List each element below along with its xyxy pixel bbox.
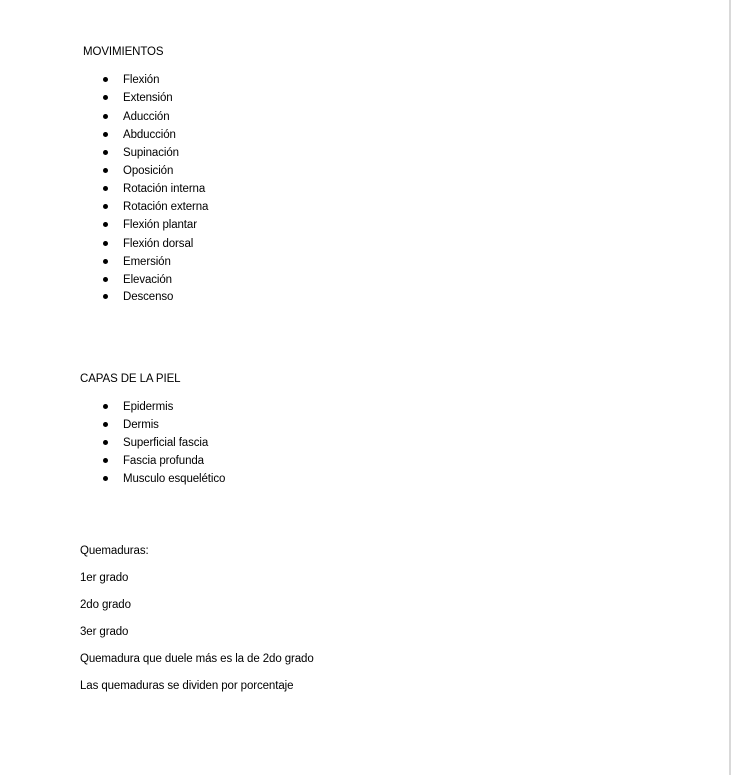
bullet-icon: [103, 114, 108, 119]
document-page: MOVIMIENTOS Flexión Extensión Aducción Abducción Supinación Oposición Rotación interna Rotación externa Flexión plantar Flexión dorsal Emersión Elevación Descenso CAPAS DE LA PIEL Epidermis Dermis Superficial fascia Fascia profunda Musculo esquelético Quemaduras: 1er grado 2do grado 3er grado Quemadura que duele más es la de 2do grado Las quemaduras se dividen por porcentaje: [0, 0, 731, 775]
bullet-icon: [103, 277, 108, 282]
paragraph: 1er grado: [80, 572, 129, 584]
heading-quemaduras: Quemaduras:: [80, 545, 149, 557]
bullet-icon: [103, 132, 108, 137]
bullet-icon: [103, 150, 108, 155]
paragraph: Quemadura que duele más es la de 2do grado: [80, 653, 314, 665]
paragraph: 3er grado: [80, 626, 129, 638]
bullet-icon: [103, 404, 108, 409]
bullet-icon: [103, 95, 108, 100]
bullet-icon: [103, 476, 108, 481]
paragraph: 2do grado: [80, 599, 131, 611]
bullet-icon: [103, 259, 108, 264]
heading-capas-de-la-piel: CAPAS DE LA PIEL: [80, 373, 181, 385]
bullet-icon: [103, 168, 108, 173]
bullet-icon: [103, 422, 108, 427]
paragraph: Las quemaduras se dividen por porcentaje: [80, 680, 294, 692]
bullet-icon: [103, 77, 108, 82]
heading-movimientos: MOVIMIENTOS: [83, 46, 164, 58]
bullet-icon: [103, 294, 108, 299]
bullet-icon: [103, 440, 108, 445]
bullet-icon: [103, 186, 108, 191]
bullet-icon: [103, 458, 108, 463]
bullet-icon: [103, 222, 108, 227]
bullet-icon: [103, 204, 108, 209]
bullet-icon: [103, 241, 108, 246]
